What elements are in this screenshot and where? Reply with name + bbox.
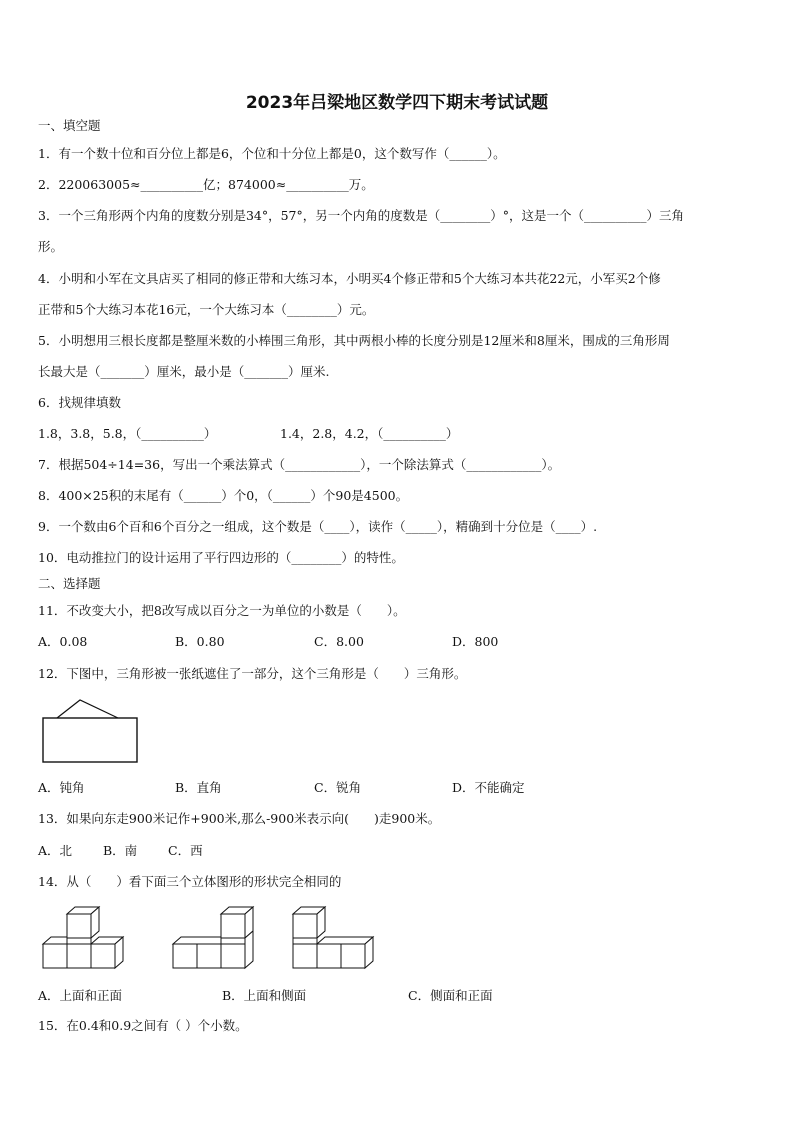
- question-12-option-d: D．不能确定: [452, 780, 525, 795]
- question-2: 2．220063005≈__________亿；874000≈__________万。: [38, 177, 374, 192]
- cube-figure-2: [170, 905, 260, 973]
- question-4-line-1: 4．小明和小军在文具店买了相同的修正带和大练习本，小明买4个修正带和5个大练习本共花22元，小军买2个修: [38, 271, 661, 286]
- question-7: 7．根据504÷14=36，写出一个乘法算式（____________），一个除法算式（____________）。: [38, 457, 561, 472]
- question-11: 11．不改变大小，把8改写成以百分之一为单位的小数是（ ）。: [38, 603, 406, 618]
- covered-triangle-figure: [40, 696, 140, 766]
- question-12-option-a: A．钝角: [38, 780, 85, 795]
- question-4-line-2: 正带和5个大练习本花16元，一个大练习本（________）元。: [38, 302, 375, 317]
- question-13-option-a: A．北: [38, 843, 73, 858]
- section-fill-in-heading: 一、填空题: [38, 118, 101, 133]
- question-10: 10．电动推拉门的设计运用了平行四边形的（________）的特性。: [38, 550, 404, 565]
- question-14-option-c: C．侧面和正面: [408, 988, 493, 1003]
- question-14-option-a: A．上面和正面: [38, 988, 123, 1003]
- question-1: 1．有一个数十位和百分位上都是6，个位和十分位上都是0，这个数写作（______）。: [38, 146, 506, 161]
- question-15: 15．在0.4和0.9之间有（ ）个小数。: [38, 1018, 248, 1033]
- question-12: 12．下图中，三角形被一张纸遮住了一部分，这个三角形是（ ）三角形。: [38, 666, 467, 681]
- question-13-option-b: B．南: [103, 843, 138, 858]
- question-11-option-a: A．0.08: [38, 634, 88, 649]
- question-12-option-c: C．锐角: [314, 780, 362, 795]
- question-3-line-1: 3．一个三角形两个内角的度数分别是34°，57°，另一个内角的度数是（________）°，这是一个（__________）三角: [38, 208, 685, 223]
- question-8: 8．400×25积的末尾有（______）个0，（______）个90是4500。: [38, 488, 409, 503]
- question-12-option-b: B．直角: [175, 780, 222, 795]
- question-14: 14．从（ ）看下面三个立体图形的形状完全相同的: [38, 874, 342, 889]
- question-5-line-1: 5．小明想用三根长度都是整厘米数的小棒围三角形，其中两根小棒的长度分别是12厘米和8厘米，围成的三角形周: [38, 333, 670, 348]
- section-choice-heading: 二、选择题: [38, 576, 101, 591]
- question-13-option-c: C．西: [168, 843, 203, 858]
- question-3-line-2: 形。: [38, 239, 64, 254]
- question-14-option-b: B．上面和侧面: [222, 988, 307, 1003]
- question-11-option-d: D．800: [452, 634, 499, 649]
- question-6-sequence-a: 1.8，3.8，5.8，（__________）: [38, 426, 217, 441]
- question-11-option-c: C．8.00: [314, 634, 364, 649]
- question-11-option-b: B．0.80: [175, 634, 225, 649]
- question-5-line-2: 长最大是（_______）厘米，最小是（_______）厘米.: [38, 364, 330, 379]
- question-13: 13．如果向东走900米记作+900米,那么-900米表示向( )走900米。: [38, 811, 441, 826]
- question-6: 6．找规律填数: [38, 395, 121, 410]
- cube-figure-3: [290, 905, 380, 973]
- page-title: 2023年吕梁地区数学四下期末考试试题: [245, 93, 549, 113]
- question-9: 9．一个数由6个百和6个百分之一组成，这个数是（____），读作（_____），精确到十分位是（____）.: [38, 519, 598, 534]
- cube-figure-1: [40, 905, 130, 973]
- question-6-sequence-b: 1.4，2.8，4.2，（__________）: [280, 426, 459, 441]
